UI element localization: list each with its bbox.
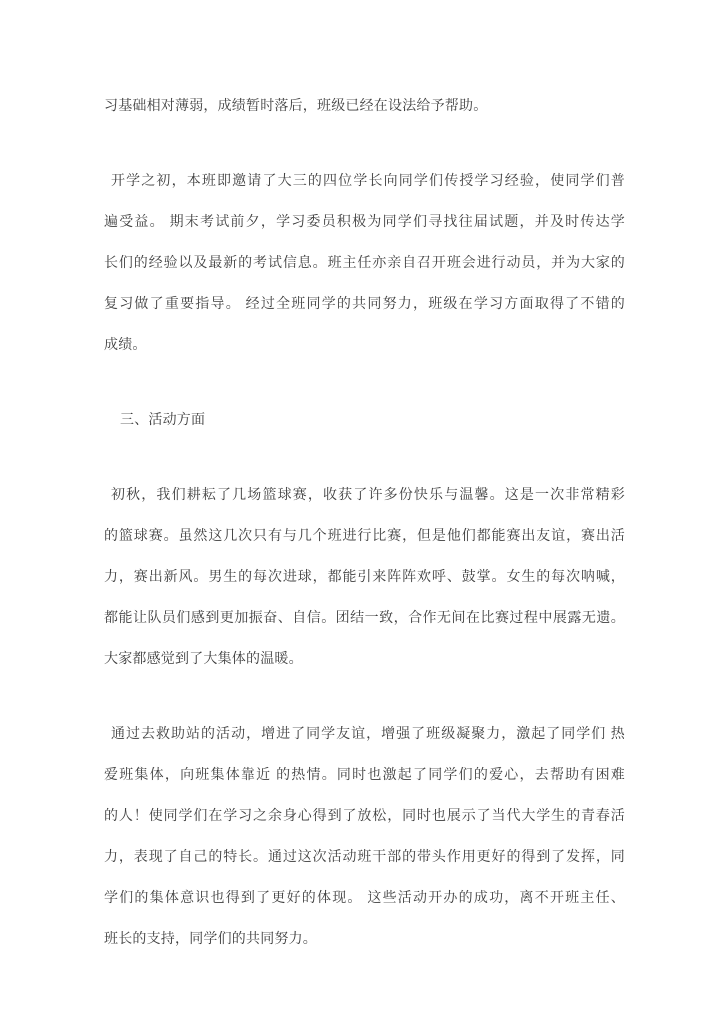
body-paragraph [104, 86, 625, 127]
body-paragraph [104, 161, 625, 366]
heading-line: 三、活动方面 [120, 413, 206, 428]
paragraph-line: 通过去救助站的活动，增进了同学友谊，增强了班级凝聚力，激起了同学们 热 [111, 727, 625, 742]
paragraph-line: 遍受益。 期末考试前夕，学习委员积极为同学们寻找往届试题，并及时传达学 [104, 215, 625, 230]
paragraph-line: 复习做了重要指导。 经过全班同学的共同努力，班级在学习方面取得了不错的 [104, 297, 625, 312]
paragraph-line: 的人！使同学们在学习之余身心得到了放松，同时也展示了当代大学生的青春活 [104, 809, 625, 824]
paragraph-line: 都能让队员们感到更加振奋、自信。团结一致，合作无间在比赛过程中展露无遗。 [104, 611, 625, 626]
paragraph-line: 学们的集体意识也得到了更好的体现。 这些活动开办的成功，离不开班主任、 [104, 891, 625, 906]
paragraph-line: 的篮球赛。虽然这几次只有与几个班进行比赛，但是他们都能赛出友谊，赛出活 [104, 529, 625, 544]
body-paragraph [104, 475, 625, 680]
paragraph-line: 力，赛出新风。男生的每次进球，都能引来阵阵欢呼、鼓掌。女生的每次呐喊， [104, 570, 625, 585]
body-paragraph [104, 714, 625, 960]
paragraph-line: 班长的支持，同学们的共同努力。 [104, 932, 317, 947]
section-heading [104, 400, 625, 441]
paragraph-line: 长们的经验以及最新的考试信息。班主任亦亲自召开班会进行动员，并为大家的 [104, 256, 625, 271]
paragraph-line: 习基础相对薄弱，成绩暂时落后，班级已经在设法给予帮助。 [104, 99, 488, 114]
paragraph-line: 开学之初，本班即邀请了大三的四位学长向同学们传授学习经验，使同学们普 [111, 174, 625, 189]
paragraph-line: 成绩。 [104, 338, 147, 353]
paragraph-line: 爱班集体，向班集体靠近 的热情。同时也激起了同学们的爱心，去帮助有困难 [104, 768, 625, 783]
paragraph-line: 大家都感觉到了大集体的温暖。 [104, 652, 303, 667]
paragraph-line: 力，表现了自己的特长。通过这次活动班干部的带头作用更好的得到了发挥，同 [104, 850, 625, 865]
paragraph-line: 初秋，我们耕耘了几场篮球赛，收获了许多份快乐与温馨。这是一次非常精彩 [111, 488, 625, 503]
document-text-area [104, 86, 625, 960]
